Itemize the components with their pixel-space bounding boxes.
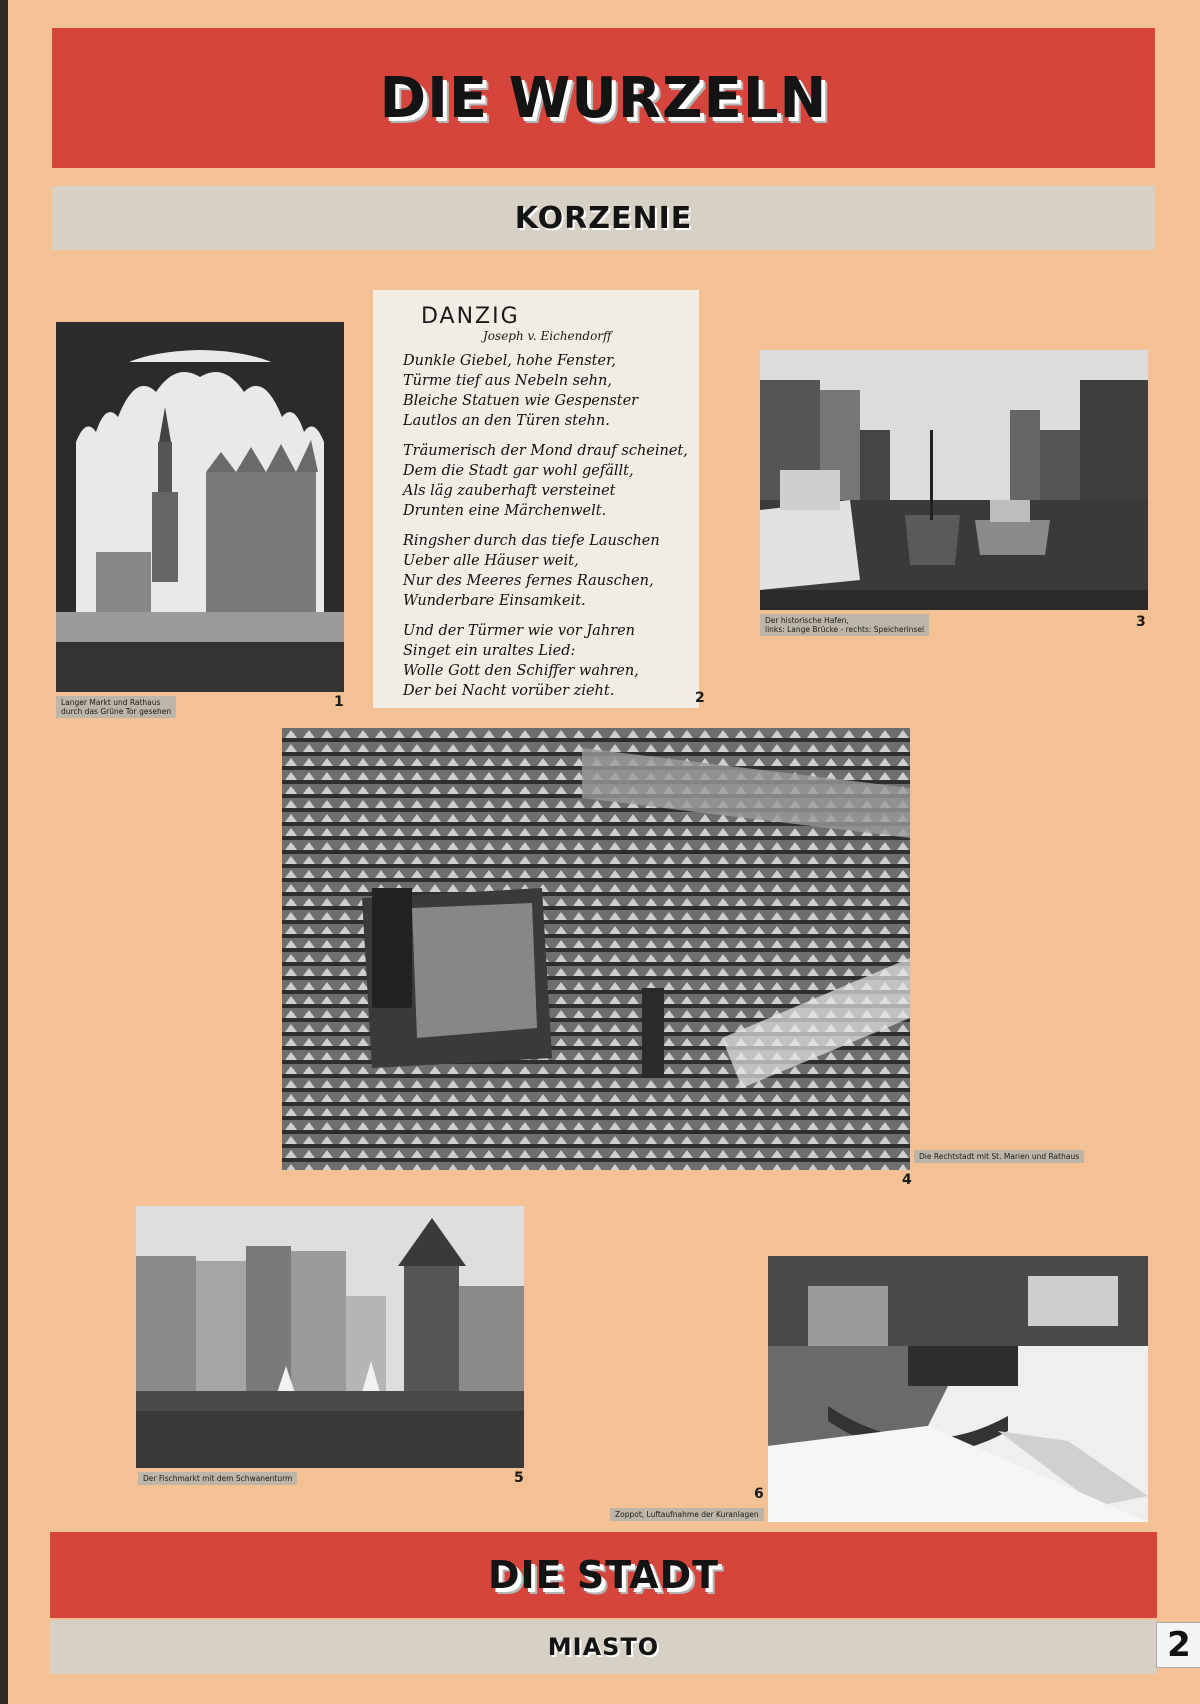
photo-5-caption xyxy=(138,1472,297,1485)
poem-line: Singet ein uraltes Lied: xyxy=(403,643,576,659)
photo-1-caption-line-2: durch das Grüne Tor gesehen xyxy=(61,707,172,716)
poem-line: Drunten eine Märchenwelt. xyxy=(403,503,607,519)
poem-line: Träumerisch der Mond drauf scheinet, xyxy=(403,443,688,459)
photo-6-number: 6 xyxy=(754,1486,764,1502)
poem-line: Wolle Gott den Schiffer wahren, xyxy=(403,663,639,679)
photo-6-caption xyxy=(610,1508,764,1521)
poem-line: Und der Türmer wie vor Jahren xyxy=(403,623,636,639)
poem-line: Wunderbare Einsamkeit. xyxy=(403,593,586,609)
footer-title: DIE STADT xyxy=(487,1553,720,1597)
photo-1 xyxy=(56,322,344,692)
poem-title: DANZIG xyxy=(421,304,520,329)
poem-stanza-2 xyxy=(403,441,688,521)
photo-4-caption-line-1: Die Rechtstadt mit St. Marien und Rathaus xyxy=(919,1152,1080,1161)
photo-4-number: 4 xyxy=(902,1172,912,1188)
photo-1-number: 1 xyxy=(334,694,344,710)
exhibition-board xyxy=(8,0,1200,1704)
poem-number: 2 xyxy=(695,690,705,706)
poem-line: Türme tief aus Nebeln sehn, xyxy=(403,373,612,389)
photo-5-number: 5 xyxy=(514,1470,524,1486)
photo-5-caption-line-1: Der Fischmarkt mit dem Schwanenturm xyxy=(143,1474,293,1483)
header-red-band xyxy=(52,28,1155,168)
photo-1-caption-line-1: Langer Markt und Rathaus xyxy=(61,698,161,707)
photo-3-caption-line-2: links: Lange Brücke - rechts: Speicherinsel xyxy=(765,625,925,634)
footer-grey-band xyxy=(50,1620,1157,1674)
poem-line: Der bei Nacht vorüber zieht. xyxy=(403,683,615,699)
poem-panel xyxy=(373,290,699,708)
poem-stanza-3 xyxy=(403,531,679,611)
poem-line: Ringsher durch das tiefe Lauschen xyxy=(403,533,660,549)
poem-line: Dunkle Giebel, hohe Fenster, xyxy=(403,353,617,369)
photo-5 xyxy=(136,1206,524,1468)
photo-4-caption xyxy=(914,1150,1084,1163)
poem-line: Bleiche Statuen wie Gespenster xyxy=(403,393,639,409)
header-grey-band xyxy=(52,186,1155,250)
poem-stanza-4 xyxy=(403,621,679,701)
page-number-badge: 2 xyxy=(1156,1622,1200,1668)
photo-3-number: 3 xyxy=(1136,614,1146,630)
poem-line: Nur des Meeres fernes Rauschen, xyxy=(403,573,654,589)
poem-line: Lautlos an den Türen stehn. xyxy=(403,413,610,429)
header-subtitle: KORZENIE xyxy=(514,200,693,236)
spa-aerial-photo-icon xyxy=(768,1256,1148,1522)
photo-1-caption xyxy=(56,696,176,718)
aerial-city-photo-icon xyxy=(282,728,910,1170)
archway-street-photo-icon xyxy=(56,322,344,692)
photo-3 xyxy=(760,350,1148,610)
harbor-photo-icon xyxy=(760,350,1148,610)
poem-author: Joseph v. Eichendorff xyxy=(483,329,612,343)
footer-subtitle: MIASTO xyxy=(547,1633,660,1661)
photo-4 xyxy=(282,728,910,1170)
photo-3-caption xyxy=(760,614,929,636)
photo-6-caption-line-1: Zoppot, Luftaufnahme der Kuranlagen xyxy=(615,1510,759,1519)
photo-6 xyxy=(768,1256,1148,1522)
poem-stanza-1 xyxy=(403,351,679,431)
header-title: DIE WURZELN xyxy=(379,65,828,131)
fish-market-photo-icon xyxy=(136,1206,524,1468)
photo-3-caption-line-1: Der historische Hafen, xyxy=(765,616,849,625)
poem-line: Dem die Stadt gar wohl gefällt, xyxy=(403,463,634,479)
poem-line: Als läg zauberhaft versteinet xyxy=(403,483,616,499)
poem-line: Ueber alle Häuser weit, xyxy=(403,553,579,569)
footer-red-band xyxy=(50,1532,1157,1618)
